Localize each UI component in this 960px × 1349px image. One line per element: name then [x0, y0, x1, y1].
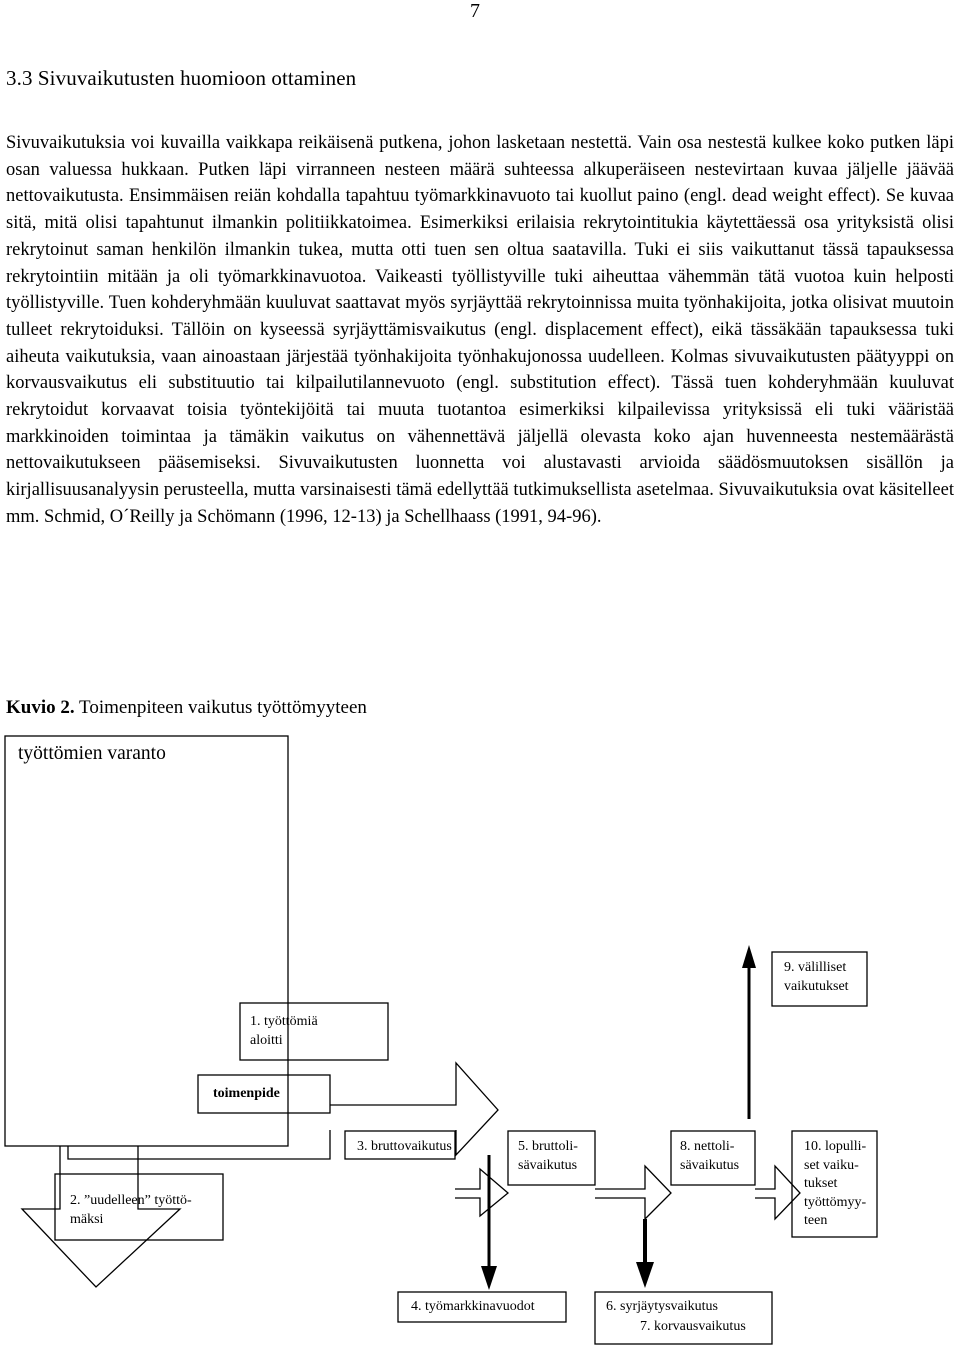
box9-line2: vaikutukset [784, 978, 849, 994]
figure-title: Toimenpiteen vaikutus työttömyyteen [79, 697, 367, 718]
arrow-additional-to-net [595, 1166, 671, 1219]
arrow-net-to-final [755, 1166, 800, 1219]
box9-line1: 9. välilliset [784, 960, 847, 975]
box10-line4: työttömyy- [804, 1194, 867, 1210]
indirect-effect-arrow [748, 965, 751, 1119]
box5-line2: sävaikutus [518, 1157, 578, 1173]
box1-line1: 1. työttömiä [250, 1014, 318, 1029]
box6-label: 6. syrjäytysvaikutus [606, 1299, 718, 1314]
box7-label: 7. korvausvaikutus [640, 1319, 746, 1334]
box10-line2: set vaiku- [804, 1157, 859, 1173]
arrow-gross-to-additional [455, 1169, 508, 1216]
box8-label [680, 1138, 739, 1175]
box10-line3: tukset [804, 1176, 838, 1191]
leak-arrow-displacement [643, 1219, 647, 1265]
leak-arrow-workforce [488, 1155, 491, 1270]
measure-label: toimenpide [213, 1086, 280, 1101]
box8-line1: 8. nettoli- [680, 1139, 735, 1154]
figure-label: Kuvio 2. [6, 697, 75, 718]
box9-label [784, 959, 849, 996]
page-number: 7 [470, 0, 480, 22]
box8-line2: sävaikutus [680, 1157, 740, 1173]
box4-label: 4. työmarkkinavuodot [411, 1299, 535, 1314]
box2-label [70, 1192, 192, 1229]
section-heading: 3.3 Sivuvaikutusten huomioon ottaminen [6, 66, 357, 90]
box1-line2: aloitti [250, 1032, 283, 1048]
box5-line1: 5. bruttoli- [518, 1139, 578, 1154]
box10-line5: teen [804, 1213, 828, 1228]
return-flow-arrow [68, 1130, 330, 1159]
box2-line2: mäksi [70, 1211, 104, 1227]
box5-label [518, 1138, 578, 1175]
box1-label [250, 1013, 318, 1050]
reservoir-label: työttömien varanto [18, 743, 166, 764]
box3-label: 3. bruttovaikutus [357, 1139, 452, 1154]
box10-line1: 10. lopulli- [804, 1139, 867, 1154]
body-paragraph: Sivuvaikutuksia voi kuvailla vaikkapa reikäisenä putkena, johon lasketaan nestettä. Vain osa nestestä kulkee koko putken läpi osan valuessa hukkaan. Putken läpi virranneen nesteen määrä suhteessa alkuperäiseen nestevirtaan kuvaa jäljelle jäävää nettovaikutusta. Ensimmäisen reiän kohdalla tapahtuu työmarkkinavuoto tai kuollut paino (engl. dead weight effect). Se kuvaa sitä, mitä olisi tapahtunut ilmankin politiikkatoimea. Esimerkiksi erilaisia rekrytointitukia käytettäessä osa yrityksistä olisi rekrytoinut saman henkilön ilmankin tukea, mutta otti tuen sen oltua saatavilla. Tuki ei siis vaikuttanut tässä tapauksessa rekrytointiin mitään ja oli työmarkkinavuotoa. Vaikeasti työllistyville tuki aiheuttaa vähemmän tätä vuotoa kuin helposti työllistyville. Tuen kohderyhmään kuuluvat saattavat myös syrjäyttää rekrytoinnissa muita työnhakijoita, jotka olisivat muutoin tulleet rekrytoiduksi. Tällöin on kyseessä syrjäyttämisvaikutus (engl. displacement effect), eikä tässäkään tapauksessa tuki aiheuta vaikutuksia, vaan ainoastaan järjestää työnhakijoita työnhakujonossa uudelleen. Kolmas sivuvaikutusten päätyyppi on korvausvaikutus eli substituutio tai kilpailutilannevuoto (engl. substitution effect). Tässä tuen kohderyhmään kuuluvat rekrytoidut korvaavat toisia työntekijöitä tai muuta tuotantoa esimerkiksi kilpailevissa yrityksissä eli tuki vääristää markkinoiden toimintaa ja tämäkin vaikutus on vähennettävä jäljellä olevasta koko ajan huvenneesta nestemäärästä nettovaikutukseen pääsemiseksi. Sivuvaikutusten luonnetta voi alustavasti arvioida säädösmuutoksen sisällön ja kirjallisuusanalyysin perusteella, mutta varsinaisesti tämä edellyttää tutkimuksellista asetelmaa. Sivuvaikutuksia ovat käsitelleet mm. Schmid, O´Reilly ja Schömann (1996, 12-13) ja Schellhaass (1991, 94-96). [6, 133, 954, 527]
box10-label [804, 1138, 866, 1231]
box2-line1: 2. ”uudelleen” työttö- [70, 1193, 192, 1208]
